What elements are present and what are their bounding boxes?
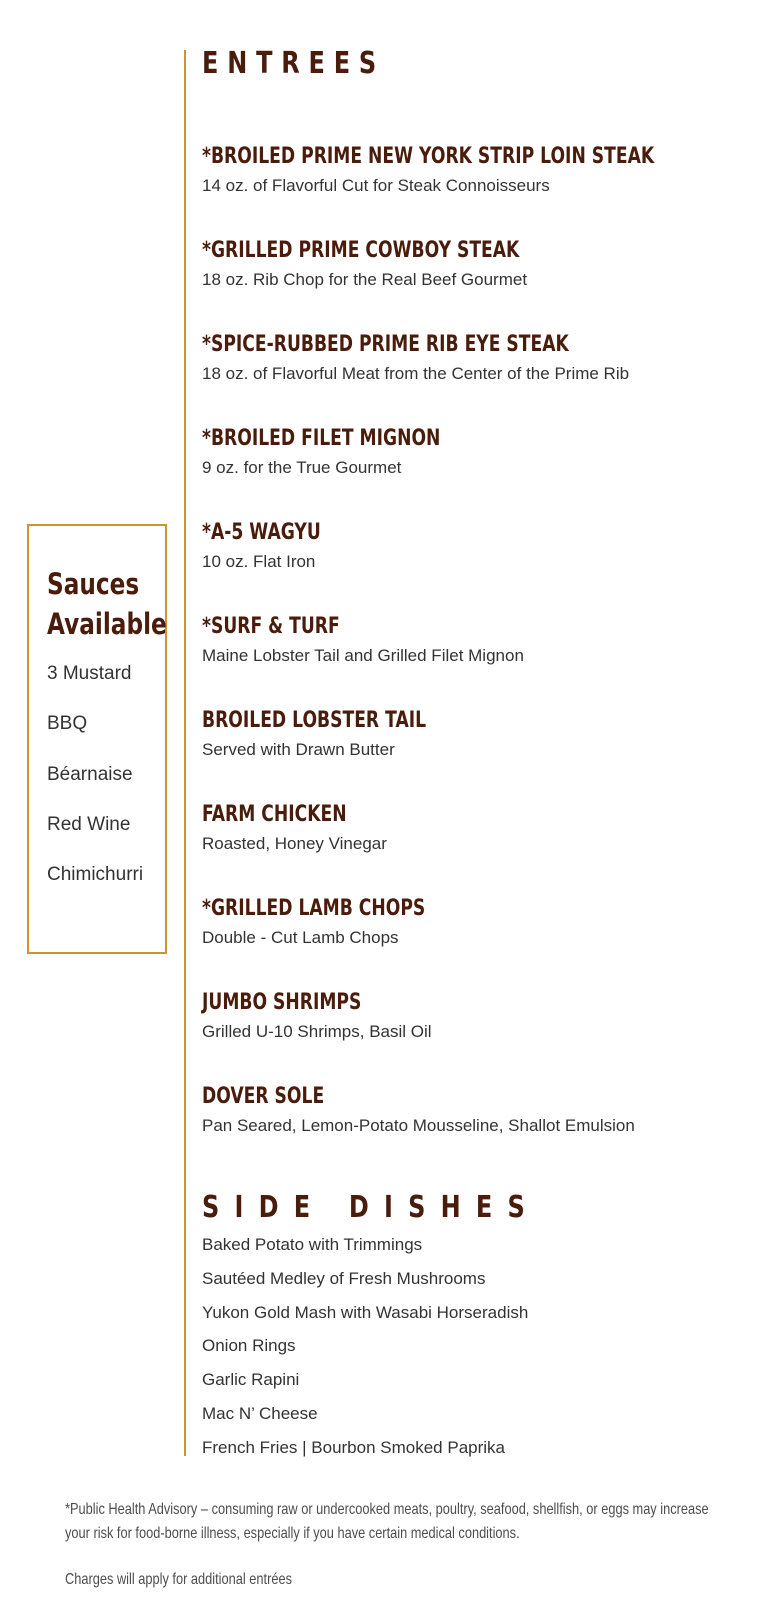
entree-description: Served with Drawn Butter [202, 740, 395, 759]
entree-name: FARM CHICKEN [202, 802, 347, 827]
entree-name: *SURF & TURF [202, 614, 340, 639]
vertical-divider [184, 50, 186, 1456]
entree-name: *GRILLED PRIME COWBOY STEAK [202, 238, 520, 263]
side-dishes-heading: SIDE DISHES [202, 1190, 540, 1225]
side-dish-item: Mac N’ Cheese [202, 1403, 318, 1423]
sauce-item: Red Wine [47, 813, 131, 835]
entrees-heading: ENTREES [202, 46, 386, 81]
entree-item [202, 142, 747, 236]
entree-description: 14 oz. of Flavorful Cut for Steak Connoisseurs [202, 176, 550, 195]
sauce-list [47, 663, 143, 914]
entree-item [202, 988, 747, 1082]
health-advisory: *Public Health Advisory – consuming raw or undercooked meats, poultry, seafood, shellfish, or eggs may increase your risk for food-borne illness, especially if you have certain medical conditions. [65, 1501, 709, 1542]
footer [65, 1498, 745, 1588]
sauce-item: Chimichurri [47, 864, 144, 886]
entree-item [202, 330, 747, 424]
sauces-box [27, 524, 167, 954]
entree-name: *BROILED FILET MIGNON [202, 426, 441, 451]
side-dish-item: Garlic Rapini [202, 1370, 300, 1390]
entree-description: 18 oz. of Flavorful Meat from the Center of the Prime Rib [202, 364, 630, 383]
entree-name: *BROILED PRIME NEW YORK STRIP LOIN STEAK [202, 144, 655, 169]
sauces-heading-line2: Available [47, 607, 167, 641]
entree-description: 18 oz. Rib Chop for the Real Beef Gourmet [202, 270, 528, 289]
sauce-item: Béarnaise [47, 763, 133, 785]
side-dish-item: Onion Rings [202, 1336, 296, 1356]
entree-item [202, 894, 747, 988]
side-dish-item: Yukon Gold Mash with Wasabi Horseradish [202, 1302, 529, 1322]
entree-name: *GRILLED LAMB CHOPS [202, 896, 426, 921]
entree-description: 10 oz. Flat Iron [202, 552, 316, 571]
side-dishes-list [202, 1234, 528, 1471]
side-dish-item: Sautéed Medley of Fresh Mushrooms [202, 1268, 486, 1288]
entree-name: BROILED LOBSTER TAIL [202, 708, 427, 733]
sauces-heading [47, 564, 167, 644]
sauces-heading-line1: Sauces [47, 567, 140, 601]
side-dish-item: Baked Potato with Trimmings [202, 1235, 423, 1254]
entree-name: DOVER SOLE [202, 1084, 325, 1109]
entree-name: JUMBO SHRIMPS [202, 990, 362, 1015]
entree-item [202, 1082, 747, 1176]
side-dish-item: French Fries | Bourbon Smoked Paprika [202, 1437, 505, 1457]
sauce-item: BBQ [47, 713, 88, 735]
entree-item [202, 800, 747, 894]
entrees-list [202, 142, 747, 1176]
entree-description: 9 oz. for the True Gourmet [202, 458, 402, 477]
entree-item [202, 518, 747, 612]
sauce-item: 3 Mustard [47, 663, 132, 684]
entree-description: Maine Lobster Tail and Grilled Filet Mignon [202, 646, 524, 665]
entree-description: Pan Seared, Lemon-Potato Mousseline, Shallot Emulsion [202, 1116, 635, 1135]
entree-description: Roasted, Honey Vinegar [202, 834, 387, 853]
entree-description: Grilled U-10 Shrimps, Basil Oil [202, 1022, 432, 1041]
entree-item [202, 424, 747, 518]
entree-item [202, 612, 747, 706]
entree-name: *SPICE-RUBBED PRIME RIB EYE STEAK [202, 332, 569, 357]
charges-note: Charges will apply for additional entrées [65, 1571, 292, 1588]
entree-item [202, 236, 747, 330]
entree-description: Double - Cut Lamb Chops [202, 928, 399, 947]
entree-item [202, 706, 747, 800]
entree-name: *A-5 WAGYU [202, 520, 321, 545]
